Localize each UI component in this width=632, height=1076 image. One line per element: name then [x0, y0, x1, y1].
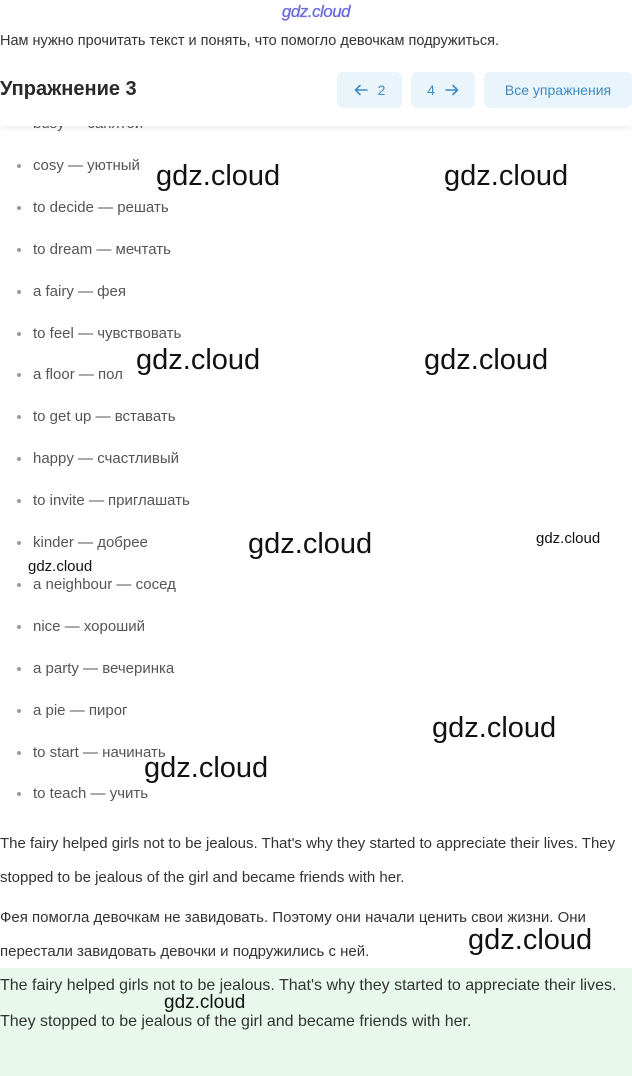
bullet-icon [17, 583, 21, 587]
vocab-item-text: to start — начинать [33, 743, 166, 761]
answer-box [0, 968, 632, 1076]
bullet-icon [17, 332, 21, 336]
watermark: gdz.cloud [136, 344, 261, 376]
watermark: gdz.cloud [156, 160, 281, 192]
watermark: gdz.cloud [444, 160, 569, 192]
intro-text: Нам нужно прочитать текст и понять, что помогло девочкам подружиться. [0, 33, 499, 49]
watermark: gdz.cloud [468, 924, 593, 956]
vocab-item-text: to invite — приглашать [33, 492, 190, 510]
watermark: gdz.cloud [144, 752, 269, 784]
header-divider [0, 112, 632, 126]
vocab-item-text: a fairy — фея [33, 282, 126, 300]
paragraph-english: The fairy helped girls not to be jealous. That's why they started to appreciate their lives. They stopped to be jealous of the girl and became friends with her. [0, 835, 616, 886]
all-exercises-button[interactable]: Все упражнения [484, 72, 632, 108]
vocab-item-text: kinder — добрее [33, 534, 148, 551]
vocab-item-text: to teach — учить [33, 785, 149, 803]
vocab-item-text: to get up — вставать [33, 408, 176, 426]
vocab-item-text: a pie — пирог [33, 701, 128, 719]
next-exercise-button[interactable] [411, 72, 475, 108]
bullet-icon [17, 792, 21, 796]
bullet-icon [17, 541, 21, 545]
bullet-icon [17, 206, 21, 210]
exercise-header [0, 72, 632, 110]
exercise-title: Упражнение 3 [0, 78, 137, 100]
bullet-icon [17, 499, 21, 503]
bullet-icon [17, 290, 21, 294]
bullet-icon [17, 709, 21, 713]
vocab-item-text: happy — счастливый [33, 450, 179, 468]
vocab-item-text: a neighbour — сосед [33, 575, 176, 593]
vocab-item-text: to dream — мечтать [33, 240, 171, 258]
site-watermark: gdz.cloud [281, 2, 351, 21]
next-exercise-label: 4 [427, 82, 435, 98]
vocab-item-text: to decide — решать [33, 198, 169, 216]
bullet-icon [17, 751, 21, 755]
prev-exercise-label: 2 [377, 82, 386, 98]
vocab-item-text: to feel — чувствовать [33, 324, 182, 342]
watermark: gdz.cloud [248, 528, 373, 560]
vocab-item-text: cosy — уютный [33, 156, 140, 174]
watermark: gdz.cloud [28, 558, 93, 575]
bullet-icon [17, 373, 21, 377]
watermark: gdz.cloud [164, 992, 246, 1013]
prev-exercise-button[interactable] [337, 72, 402, 108]
answer-text: The fairy helped girls not to be jealous. That's why they started to appreciate their lives. They stopped to be jealous of the girl and became friends with her. [0, 977, 617, 1030]
watermark: gdz.cloud [536, 530, 601, 547]
bullet-icon [17, 415, 21, 419]
vocab-item-text: nice — хороший [33, 617, 146, 635]
bullet-icon [17, 248, 21, 252]
bullet-icon [17, 457, 21, 461]
watermark: gdz.cloud [432, 712, 557, 744]
bullet-icon [17, 164, 21, 168]
arrow-right-icon [445, 83, 459, 97]
paragraph-russian: Фея помогла девочкам не завидовать. Поэтому они начали ценить свои жизни. Они перестали завидовать девочки и подружились с ней. [0, 909, 586, 960]
vocab-item-text: a floor — пол [33, 366, 123, 384]
bullet-icon [17, 667, 21, 671]
vocab-item-text: a party — вечеринка [33, 659, 175, 677]
watermark: gdz.cloud [424, 344, 549, 376]
bullet-icon [17, 625, 21, 629]
arrow-left-icon [354, 83, 368, 97]
